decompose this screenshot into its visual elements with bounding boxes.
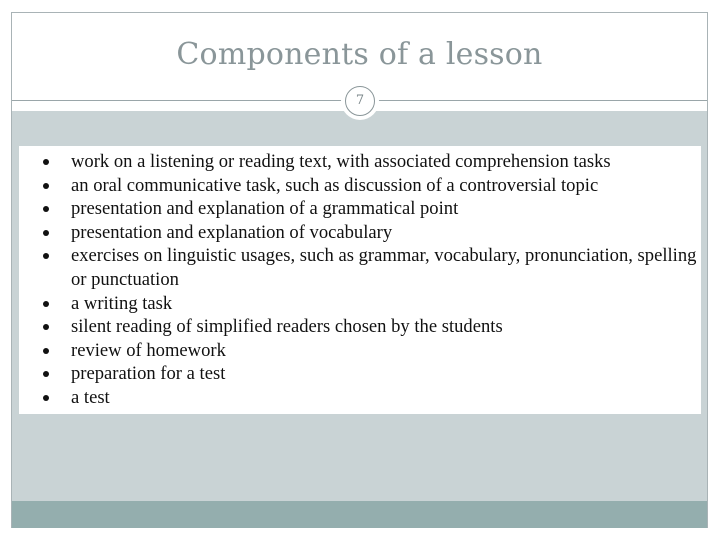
bullet-panel	[19, 146, 701, 414]
bullet-text: presentation and explanation of a grammatical point	[71, 198, 459, 220]
bullet-text: review of homework	[71, 339, 226, 361]
bullet-text: exercises on linguistic usages, such as grammar, vocabulary, pronunciation, spelling or punctuation	[71, 245, 697, 290]
bullet-text: an oral communicative task, such as discussion of a controversial topic	[71, 174, 599, 196]
bullet-item	[33, 292, 703, 316]
bullet-item	[33, 174, 703, 198]
bullet-dot-icon	[43, 253, 49, 259]
bullet-text: work on a listening or reading text, with associated comprehension tasks	[71, 151, 611, 172]
bullet-text: preparation for a test	[71, 363, 226, 385]
bullet-item	[33, 362, 703, 386]
bullet-item	[33, 221, 703, 245]
bullet-text: a test	[71, 386, 110, 408]
bullet-item	[33, 150, 703, 174]
bullet-dot-icon	[43, 159, 49, 165]
page-number-badge	[341, 82, 379, 120]
bullet-item	[33, 386, 703, 410]
bullet-list	[33, 150, 703, 410]
bullet-dot-icon	[43, 395, 49, 401]
bullet-text: a writing task	[71, 292, 173, 314]
bullet-item	[33, 339, 703, 363]
page-number: 7	[345, 86, 375, 116]
bullet-text: silent reading of simplified readers chosen by the students	[71, 316, 503, 338]
bullet-dot-icon	[43, 324, 49, 330]
footer-band	[12, 501, 707, 528]
bullet-dot-icon	[43, 183, 49, 189]
bullet-item	[33, 244, 703, 291]
bullet-item	[33, 197, 703, 221]
bullet-dot-icon	[43, 301, 49, 307]
slide-title: Components of a lesson	[176, 37, 543, 72]
bullet-dot-icon	[43, 230, 49, 236]
slide	[11, 12, 708, 528]
bullet-dot-icon	[43, 371, 49, 377]
bullet-item	[33, 315, 703, 339]
bullet-dot-icon	[43, 348, 49, 354]
bullet-text: presentation and explanation of vocabulary	[71, 221, 393, 243]
bullet-dot-icon	[43, 206, 49, 212]
